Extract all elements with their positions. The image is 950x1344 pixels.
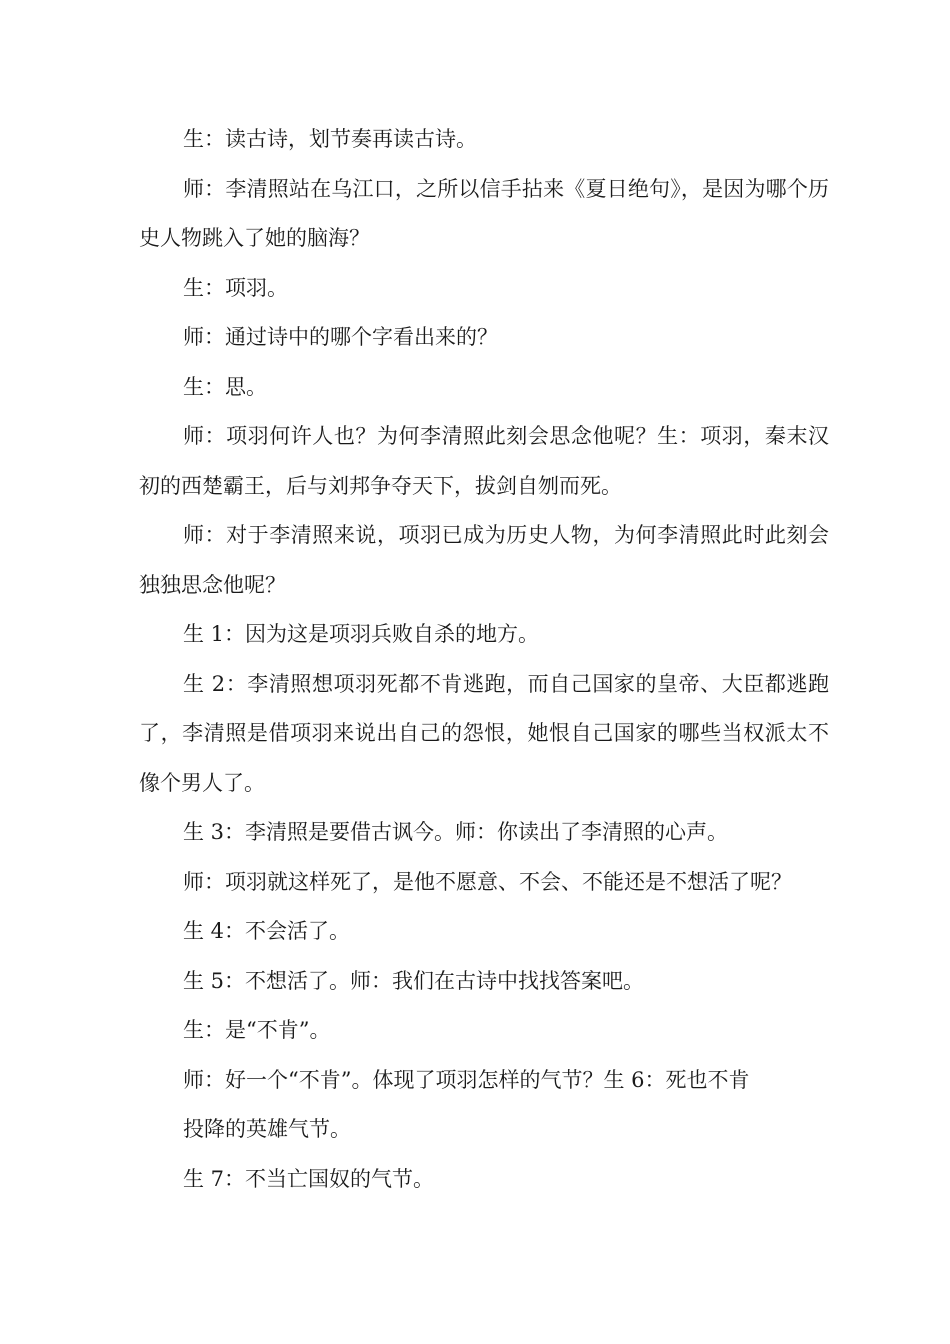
paragraph-9: 生 2：李清照想项羽死都不肯逃跑，而自己国家的皇帝、大臣都逃跑了，李清照是借项羽来说出自己的怨恨，她恨自己国家的哪些当权派太不像个男人了。 <box>139 671 829 795</box>
paragraph-3: 生：项羽。 <box>183 275 288 300</box>
paragraph-13: 生 5：不想活了。师：我们在古诗中找找答案吧。 <box>183 968 645 993</box>
paragraph-8: 生 1：因为这是项羽兵败自杀的地方。 <box>183 622 540 646</box>
paragraph-15: 师：好一个“不肯”。体现了项羽怎样的气节？生 6：死也不肯 <box>183 1067 750 1092</box>
document-body <box>139 115 829 1204</box>
paragraph-16: 投降的英雄气节。 <box>183 1117 351 1141</box>
paragraph-11: 师：项羽就这样死了，是他不愿意、不会、不能还是不想活了呢？ <box>183 869 792 894</box>
paragraph-10: 生 3：李清照是要借古讽今。师：你读出了李清照的心声。 <box>183 820 729 844</box>
paragraph-17: 生 7：不当亡国奴的气节。 <box>183 1166 435 1191</box>
paragraph-12: 生 4：不会活了。 <box>183 919 351 943</box>
paragraph-2: 师：李清照站在乌江口，之所以信手拈来《夏日绝句》，是因为哪个历史人物跳入了她的脑海？ <box>139 176 829 250</box>
paragraph-5: 生：思。 <box>183 374 267 399</box>
paragraph-1: 生：读古诗，划节奏再读古诗。 <box>183 127 477 151</box>
paragraph-14: 生：是“不肯”。 <box>183 1018 331 1042</box>
paragraph-7: 师：对于李清照来说，项羽已成为历史人物，为何李清照此时此刻会独独思念他呢？ <box>139 523 829 597</box>
paragraph-4: 师：通过诗中的哪个字看出来的？ <box>183 325 498 349</box>
paragraph-6: 师：项羽何许人也？为何李清照此刻会思念他呢？生：项羽，秦末汉初的西楚霸王，后与刘邦争夺天下，拔剑自刎而死。 <box>139 424 829 498</box>
